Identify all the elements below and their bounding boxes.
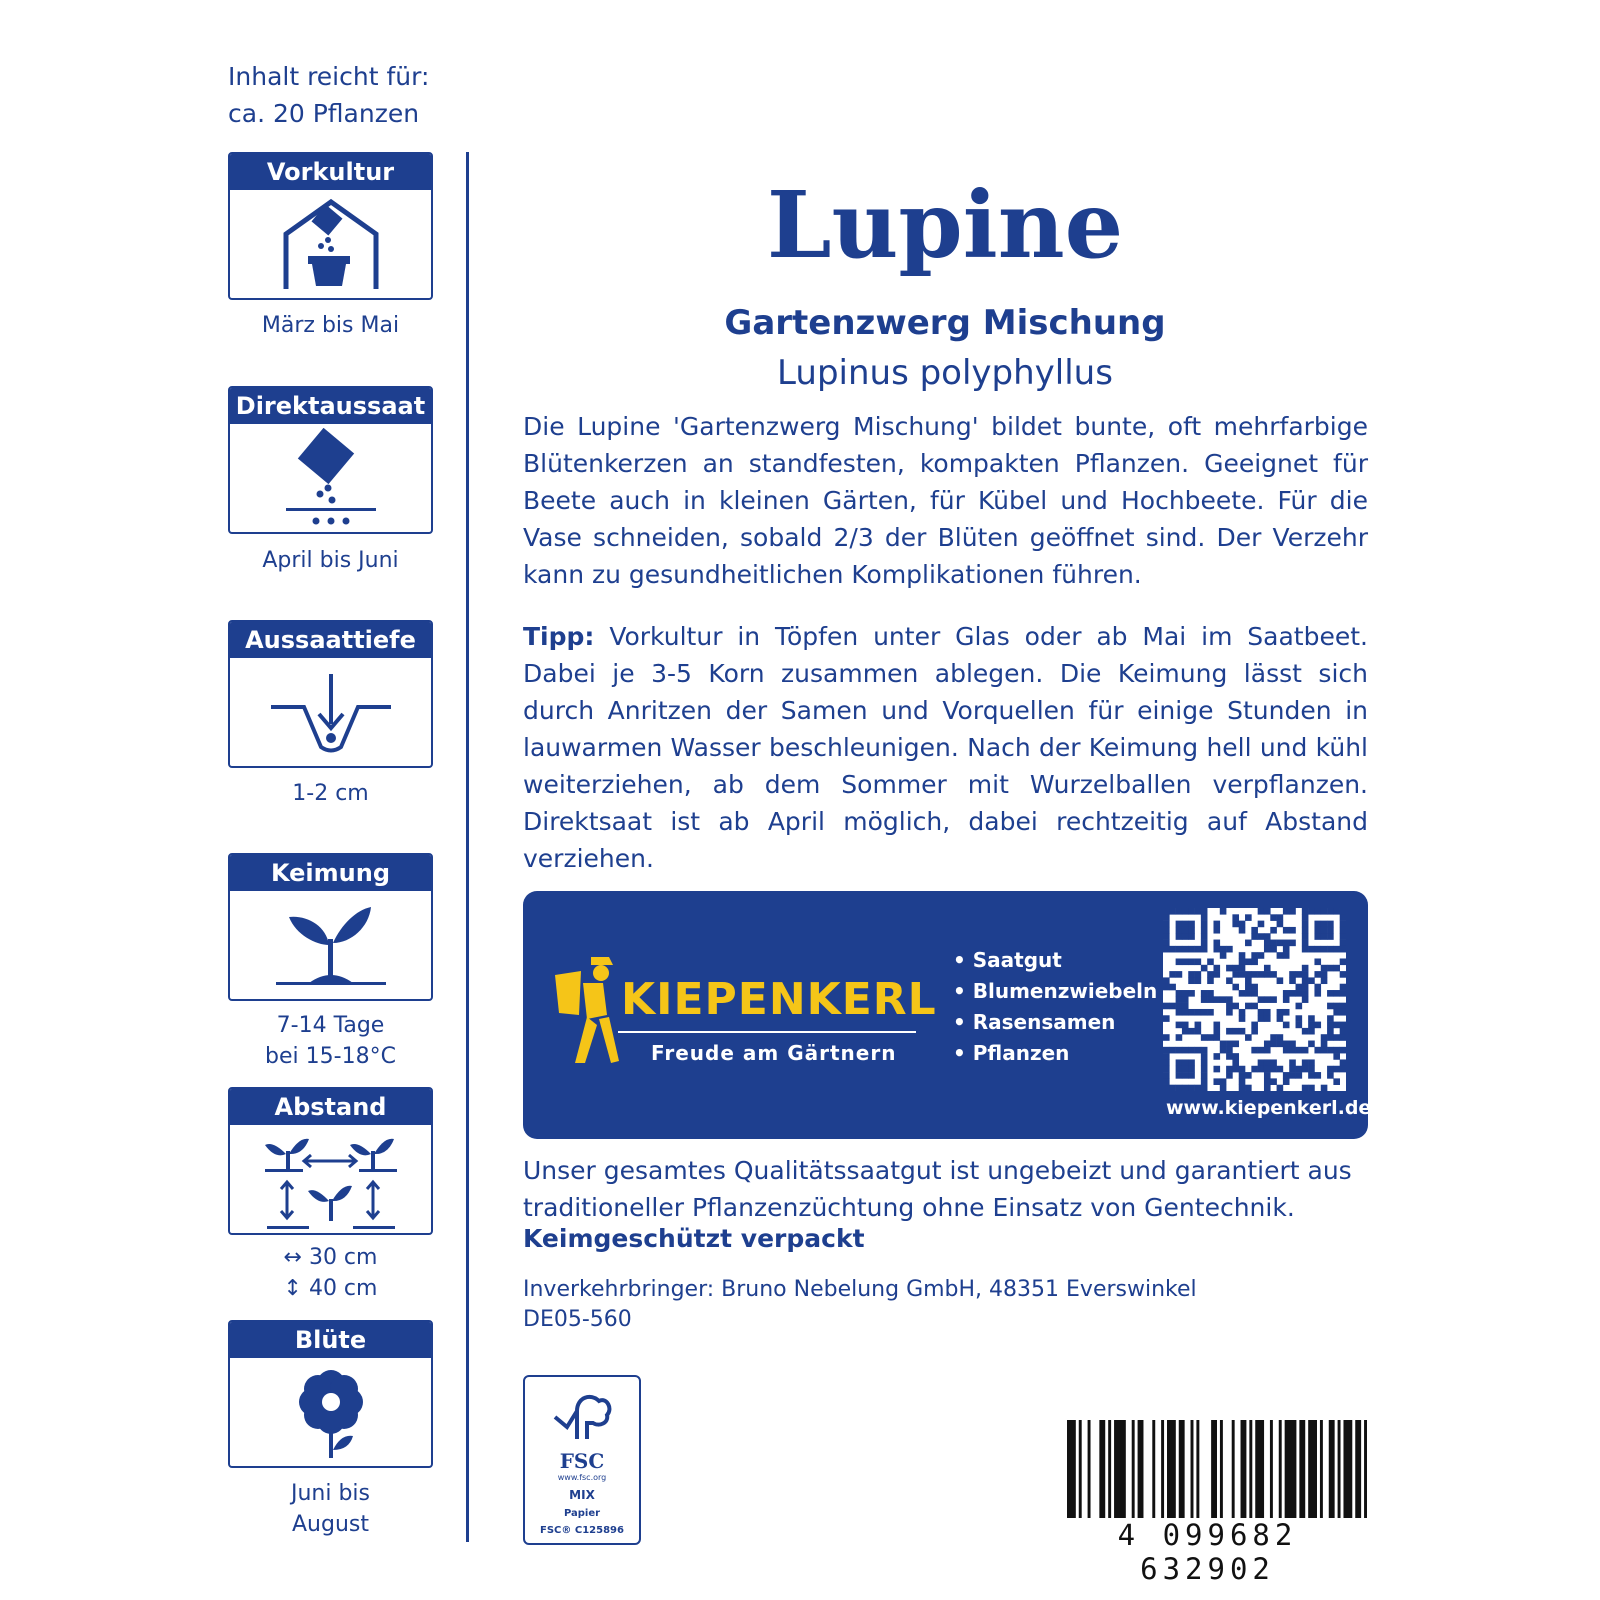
brand-underline xyxy=(618,1031,916,1033)
fsc-license: FSC® C125896 xyxy=(540,1525,624,1536)
fsc-tree-icon xyxy=(547,1387,617,1445)
card-caption: 7-14 Tage xyxy=(276,1013,385,1038)
card-caption: ↔ 30 cm xyxy=(283,1245,378,1270)
card-caption-group xyxy=(228,1242,433,1304)
card-bluete xyxy=(228,1320,433,1468)
brand-name: KIEPENKERL xyxy=(621,974,937,1025)
seedling-icon xyxy=(230,891,431,999)
direct-sowing-icon xyxy=(230,424,431,532)
brand-slogan: Freude am Gärtnern xyxy=(651,1041,897,1065)
content-info-line1: Inhalt reicht für: xyxy=(228,62,430,91)
brand-banner xyxy=(523,891,1372,1139)
card-abstand xyxy=(228,1087,433,1235)
fsc-site: www.fsc.org xyxy=(557,1473,607,1482)
content-info-line2: ca. 20 Pflanzen xyxy=(228,99,420,128)
column-divider xyxy=(466,152,469,1542)
card-caption: April bis Juni xyxy=(262,548,399,573)
flower-icon xyxy=(230,1358,431,1466)
card-label: Vorkultur xyxy=(230,154,431,190)
fsc-certification xyxy=(523,1375,641,1545)
card-caption-secondary: bei 15-18°C xyxy=(265,1044,396,1069)
packaging-note: Keimgeschützt verpackt xyxy=(523,1224,865,1253)
card-caption-group xyxy=(228,1010,433,1072)
card-caption-secondary: ↕ 40 cm xyxy=(283,1276,378,1301)
bullet-item: • Rasensamen xyxy=(953,1010,1116,1034)
sowing-depth-icon xyxy=(230,658,431,766)
product-variety: Gartenzwerg Mischung xyxy=(724,303,1166,343)
fsc-mix: MIX xyxy=(569,1488,595,1502)
qr-code-icon xyxy=(1163,908,1346,1091)
brand-url[interactable]: www.kiepenkerl.de xyxy=(1166,1097,1372,1119)
card-label: Blüte xyxy=(230,1322,431,1358)
fsc-name: FSC xyxy=(559,1449,605,1473)
brand-bullets xyxy=(953,945,1157,1069)
card-aussaattiefe xyxy=(228,620,433,768)
bullet-item: • Saatgut xyxy=(953,948,1062,972)
greenhouse-sowing-icon xyxy=(230,190,431,298)
bullet-item: • Blumenzwiebeln xyxy=(953,979,1158,1003)
card-caption-group xyxy=(228,1478,433,1540)
card-keimung xyxy=(228,853,433,1001)
tip-text: Vorkultur in Töpfen unter Glas oder ab Mai im Saatbeet. Dabei je 3-5 Korn zusammen ablegen. Die Keimung lässt sich durch Anritzen der Samen und Vorquellen für einige Stunden in lauwarmen Wasser beschleunigen. Nach der Keimung hell und kühl weiterziehen, ab dem Sommer mit Wurzelballen verpflanzen. Direktsaat ist ab April möglich, dabei rechtzeitig auf Abstand verziehen. xyxy=(523,622,1368,873)
card-caption: Juni bis xyxy=(290,1481,371,1506)
card-vorkultur xyxy=(228,152,433,300)
hiker-logo-icon xyxy=(551,953,621,1068)
barcode-number: 4 099682 632902 xyxy=(1045,1518,1370,1586)
card-label: Direktaussaat xyxy=(230,388,431,424)
content-info xyxy=(228,58,429,132)
control-code: DE05-560 xyxy=(523,1307,632,1332)
distributor-line: Inverkehrbringer: Bruno Nebelung GmbH, 48351 Everswinkel xyxy=(523,1277,1197,1302)
card-caption: März bis Mai xyxy=(261,313,400,338)
fsc-material: Papier xyxy=(563,1508,601,1519)
card-label: Aussaattiefe xyxy=(230,622,431,658)
product-description: Die Lupine 'Gartenzwerg Mischung' bildet bunte, oft mehrfarbige Blütenkerzen an standfesten, kompakten Pflanzen. Geeignet für Beete auch in kleinen Gärten, für Kübel und Hochbeete. Für die Vase schneiden, sobald 2/3 der Blüten geöffnet sind. Der Verzehr kann zu gesundheitlichen Komplikationen führen. xyxy=(523,412,1368,589)
card-label: Keimung xyxy=(230,855,431,891)
quality-statement: Unser gesamtes Qualitätssaatgut ist ungebeizt und garantiert aus traditioneller Pflanzenzüchtung ohne Einsatz von Gentechnik. xyxy=(523,1156,1352,1222)
card-caption: 1-2 cm xyxy=(292,781,369,806)
card-caption-secondary: August xyxy=(292,1512,369,1537)
plant-spacing-icon xyxy=(230,1125,431,1233)
tip-label: Tipp: xyxy=(523,622,595,651)
tip-paragraph xyxy=(523,618,1368,877)
qr-code[interactable] xyxy=(1163,908,1346,1091)
bullet-item: • Pflanzen xyxy=(953,1041,1070,1065)
distributor-info xyxy=(523,1275,1197,1335)
product-title: Lupine xyxy=(766,171,1124,279)
card-direktaussaat xyxy=(228,386,433,534)
card-label: Abstand xyxy=(230,1089,431,1125)
product-latin-name: Lupinus polyphyllus xyxy=(777,353,1113,393)
